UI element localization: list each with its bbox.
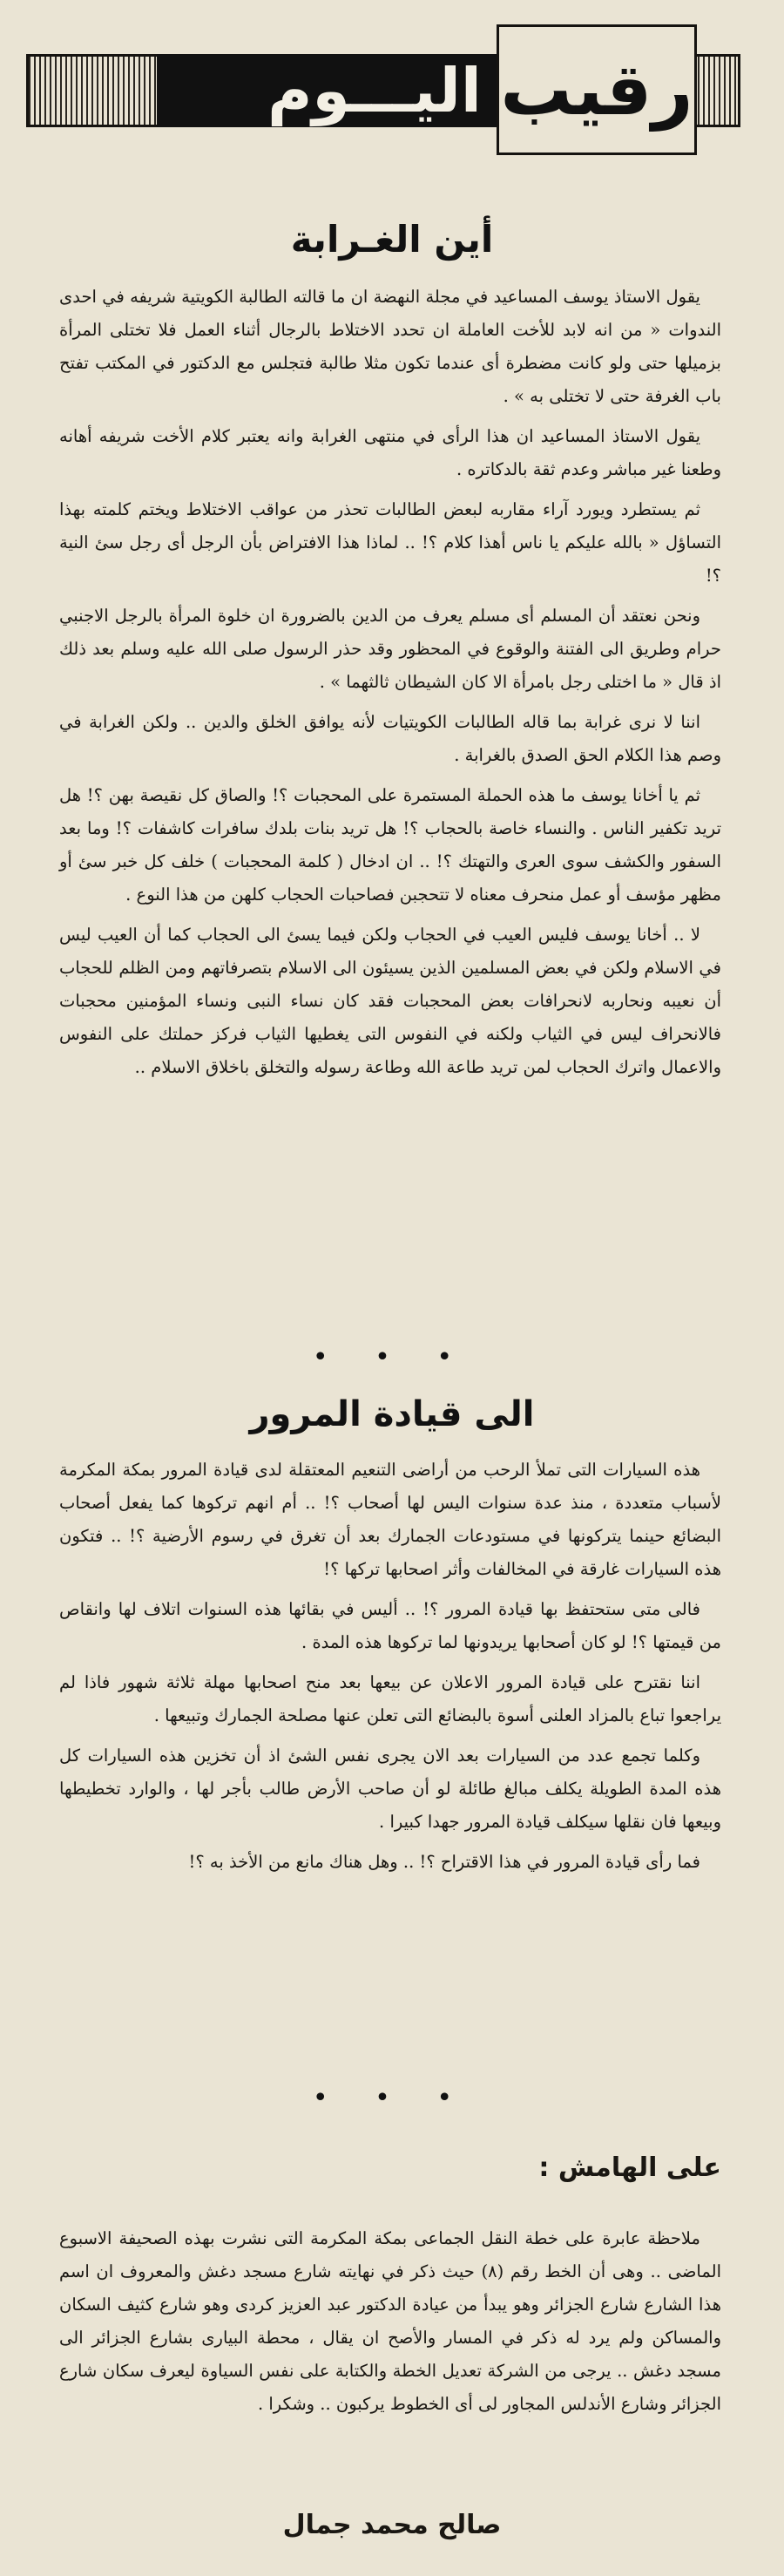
margin-note-body (59, 2222, 721, 2428)
article1-body (59, 281, 721, 1091)
article1-paragraph: لا .. أخانا يوسف فليس العيب في الحجاب ولكن فيما يسئ الى الحجاب كما أن العيب ليس في الاسلام ولكن في بعض المسلمين الذين يسيئون الى الاسلام بتصرفاتهم ومن الظلم للحجاب أن نعيبه ونحاربه لانحرافات بعض المحجبات فقد كان نساء النبى ونساء المؤمنين محجبات فالانحراف ليس في الثياب ولكنه في النفوس التى يغطيها الثياب فركز حملتك على النفوس والاعمال واترك الحجاب لمن تريد طاعة الله وطاعة رسوله والتخلق باخلاق الاسلام .. (59, 925, 721, 1077)
article1-paragraph: ثم يستطرد ويورد آراء مقاربه لبعض الطالبات تحذر من عواقب الاختلاط ويختم كلمته بهذا التساؤل « بالله عليكم يا ناس أهذا كلام ؟! .. لماذا هذا الافتراض بأن الرجل أى رجل سئ النية ؟! (59, 499, 721, 586)
article2-paragraph: فما رأى قيادة المرور في هذا الاقتراح ؟! .. وهل هناك مانع من الأخذ به ؟! (188, 1852, 700, 1872)
section-separator-dots: • • • (312, 1342, 472, 1373)
masthead-word-observer: رقيب (497, 24, 697, 155)
article1-paragraph: ثم يا أخانا يوسف ما هذه الحملة المستمرة على المحجبات ؟! والصاق كل نقيصة بهن ؟! هل تريد تكفير الناس . والنساء خاصة بالحجاب ؟! هل تريد بنات بلدك سافرات كاشفات ؟! وما بعد السفور والكشف سوى العرى والتهتك ؟! .. ان ادخال ( كلمة المحجبات ) خلف كل خبر سئ أو مظهر مؤسف أو عمل منحرف معناه لا تتحجبن فصاحبات الحجاب كلهن من هذا النوع . (59, 785, 721, 905)
masthead-word-today: اليـــوم (267, 55, 482, 126)
article1-paragraph: اننا لا نرى غرابة بما قاله الطالبات الكويتيات لأنه يوافق الخلق والدين .. ولكن الغرابة في وصم هذا الكلام الحق الصدق بالغرابة . (59, 712, 721, 765)
article2-body (59, 1454, 721, 1886)
article2-paragraph: هذه السيارات التى تملأ الرحب من أراضى التنعيم المعتقلة لدى قيادة المرور بمكة المكرمة لأسباب متعددة ، منذ عدة سنوات اليس لها أصحاب ؟! .. أم انهم تركوها كما يفعل أصحاب البضائع حينما يتركونها في مستودعات الجمارك بعد أن تغرق في رسوم الأرضية ؟! .. فتكون هذه السيارات غارقة في المخالفات وأثر اصحابها تركها ؟! (59, 1460, 721, 1579)
margin-note-paragraph: ملاحظة عابرة على خطة النقل الجماعى بمكة المكرمة التى نشرت بهذه الصحيفة الاسبوع الماضى .. وهى أن الخط رقم (٨) حيث ذكر في نهايته شارع مسجد دغش والمعروف ان اسم هذا الشارع شارع الجزائر وهو يبدأ من عيادة الدكتور عبد العزيز كردى وهو شارع كثيف السكان والمساكن ولم يرد له ذكر في المسار والأصح ان يقال ، محطة البيارى بشارع الجزائر الى مسجد دغش .. يرجى من الشركة تعديل الخطة والكتابة على نفس السياوة ليعرف سكان شارع الجزائر وشارع الأندلس المجاور لى أى الخطوط يركبون .. وشكرا . (59, 2228, 721, 2414)
margin-note-title: على الهامش : (538, 2152, 721, 2183)
author-signature: صالح محمد جمال (282, 2510, 502, 2540)
article1-title: أين الغـرابة (290, 218, 494, 261)
article2-title: الى قيادة المرور (249, 1394, 535, 1434)
article2-paragraph: فالى متى ستحتفظ بها قيادة المرور ؟! .. أليس في بقائها هذه السنوات اتلاف لها وانقاص من قيمتها ؟! لو كان أصحابها يريدونها لما تركوها هذه المدة . (59, 1599, 721, 1652)
column-masthead (26, 24, 740, 155)
section-separator-dots: • • • (312, 2083, 472, 2113)
article1-paragraph: ونحن نعتقد أن المسلم أى مسلم يعرف من الدين بالضرورة ان خلوة المرأة بالرجل الاجنبي حرام وطريق الى الفتنة والوقوع في المحظور وقد حذر الرسول صلى الله عليه وسلم بعد ذلك اذ قال « ما اختلى رجل بامرأة الا كان الشيطان ثالثهما » . (59, 606, 721, 692)
article1-paragraph: يقول الاستاذ يوسف المساعيد في مجلة النهضة ان ما قالته الطالبة الكويتية شريفه في احدى الندوات « من انه لابد للأخت العاملة ان تحدد الاختلاط بالرجال أثناء العمل فلا تختلى المرأة بزميلها حتى ولو كانت مضطرة أى عندما تكون مثلا طالبة فتجلس مع الدكتور في المكتب تفتح باب الغرفة حتى لا تختلى به » . (59, 287, 721, 406)
article2-paragraph: اننا نقترح على قيادة المرور الاعلان عن بيعها بعد منح اصحابها مهلة ثلاثة شهور فاذا لم يراجعوا تباع بالمزاد العلنى أسوة بالبضائع التى تعلن عنها مصلحة الجمارك وتبيعها . (59, 1672, 721, 1725)
article2-paragraph: وكلما تجمع عدد من السيارات بعد الان يجرى نفس الشئ اذ أن تخزين هذه السيارات كل هذه المدة الطويلة يكلف مبالغ طائلة لو أن صاحب الأرض طالب بأجر لها ، والوارد تخطيطها وبيعها فان نقلها سيكلف قيادة المرور جهدا كبيرا . (59, 1746, 721, 1832)
article1-paragraph: يقول الاستاذ المساعيد ان هذا الرأى في منتهى الغرابة وانه يعتبر كلام الأخت شريفه أهانه وطعنا غير مباشر وعدم ثقة بالدكاتره . (59, 426, 721, 479)
